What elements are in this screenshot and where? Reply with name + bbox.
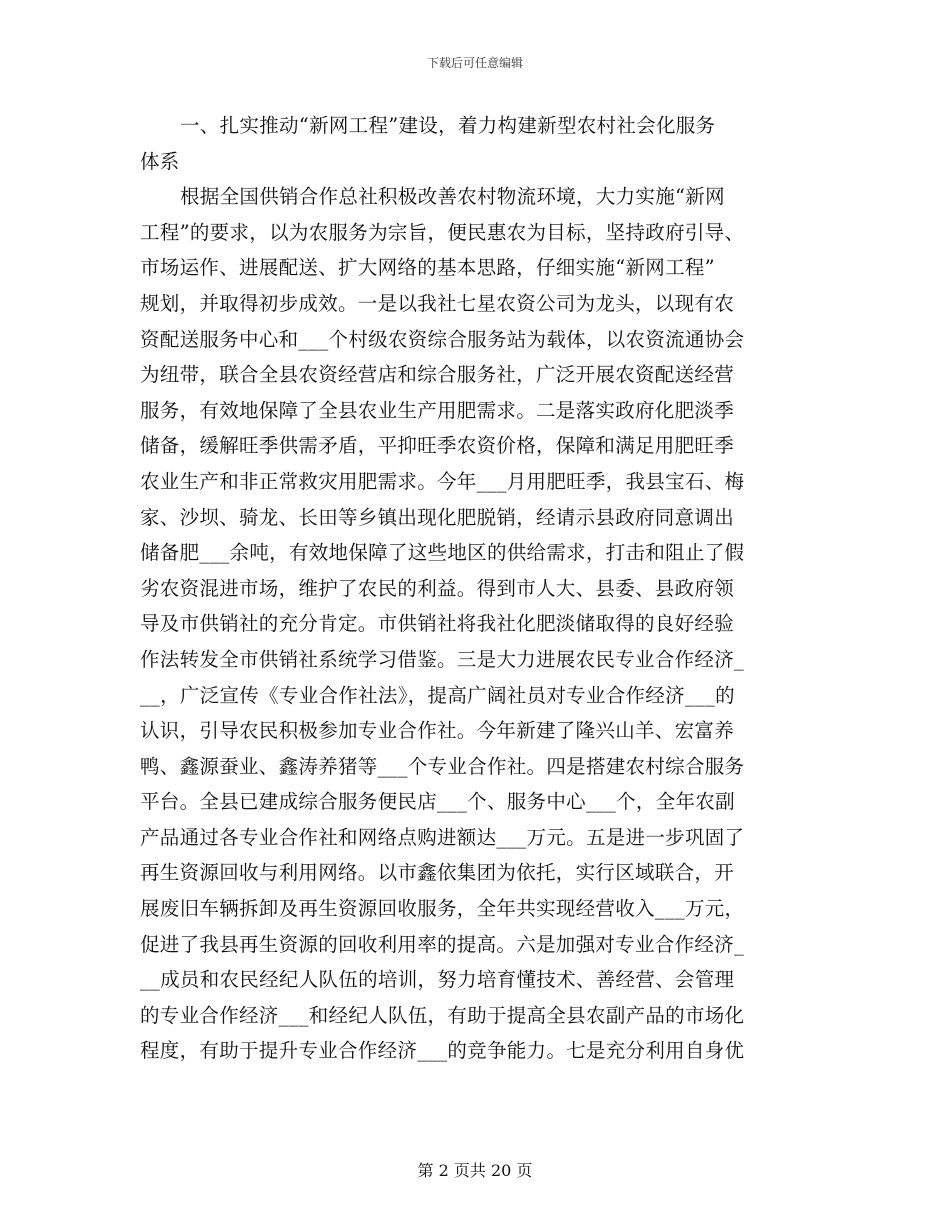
text-line: 一、扎实推动“新网工程”建设，着力构建新型农村社会化服务 xyxy=(180,114,716,137)
text-line: 体系 xyxy=(140,149,180,173)
text-line: 劣农资混进市场，维护了农民的利益。得到市人大、县委、县政府领 xyxy=(140,576,735,600)
text-line: __，广泛宣传《专业合作社法》，提高广阔社员对专业合作经济___的 xyxy=(140,683,735,707)
text-line: 根据全国供销合作总社积极改善农村物流环境，大力实施“新网 xyxy=(180,185,725,209)
text-line: 产品通过各专业合作社和网络点购进额达___万元。五是进一步巩固了 xyxy=(140,825,745,849)
text-line: 市场运作、进展配送、扩大网络的基本思路，仔细实施“新网工程” xyxy=(140,256,715,280)
text-line: 农业生产和非正常救灾用肥需求。今年___月用肥旺季，我县宝石、梅 xyxy=(140,469,745,493)
text-line: 导及市供销社的充分肯定。市供销社将我社化肥淡储取得的良好经验 xyxy=(140,612,735,636)
text-line: 作法转发全市供销社系统学习借鉴。三是大力进展农民专业合作经济_ xyxy=(140,647,745,671)
text-line: __成员和农民经纪人队伍的培训，努力培育懂技术、善经营、会管理 xyxy=(140,968,735,992)
text-line: 认识，引导农民积极参加专业合作社。今年新建了隆兴山羊、宏富养 xyxy=(140,719,735,743)
text-line: 程度，有助于提升专业合作经济___的竞争能力。七是充分利用自身优 xyxy=(140,1039,745,1063)
text-line: 工程”的要求，以为农服务为宗旨，便民惠农为目标，坚持政府引导、 xyxy=(140,220,745,244)
text-line: 家、沙坝、骑龙、长田等乡镇出现化肥脱销，经请示县政府同意调出 xyxy=(140,505,735,529)
text-line: 资配送服务中心和___个村级农资综合服务站为载体，以农资流通协会 xyxy=(140,327,745,351)
text-line: 展废旧车辆拆卸及再生资源回收服务，全年共实现经营收入___万元， xyxy=(140,897,745,921)
text-line: 再生资源回收与利用网络。以市鑫依集团为依托，实行区域联合，开 xyxy=(140,861,735,885)
text-line: 的专业合作经济___和经纪人队伍，有助于提高全县农副产品的市场化 xyxy=(140,1003,745,1027)
text-line: 促进了我县再生资源的回收利用率的提高。六是加强对专业合作经济_ xyxy=(140,932,745,956)
text-line: 为纽带，联合全县农资经营店和综合服务社，广泛开展农资配送经营 xyxy=(140,363,735,387)
text-line: 平台。全县已建成综合服务便民店___个、服务中心___个，全年农副 xyxy=(140,790,735,814)
text-line: 储备肥___余吨，有效地保障了这些地区的供给需求，打击和阻止了假 xyxy=(140,541,745,565)
page-number: 第 2 页共 20 页 xyxy=(417,1161,533,1180)
header-note: 下载后可任意编辑 xyxy=(426,56,523,70)
text-line: 储备，缓解旺季供需矛盾，平抑旺季农资价格，保障和满足用肥旺季 xyxy=(140,434,735,458)
text-line: 服务，有效地保障了全县农业生产用肥需求。二是落实政府化肥淡季 xyxy=(140,398,735,422)
text-line: 规划，并取得初步成效。一是以我社七星农资公司为龙头，以现有农 xyxy=(140,291,735,315)
body-text xyxy=(140,108,808,1069)
text-line: 鸭、鑫源蚕业、鑫涛养猪等___个专业合作社。四是搭建农村综合服务 xyxy=(140,754,745,778)
